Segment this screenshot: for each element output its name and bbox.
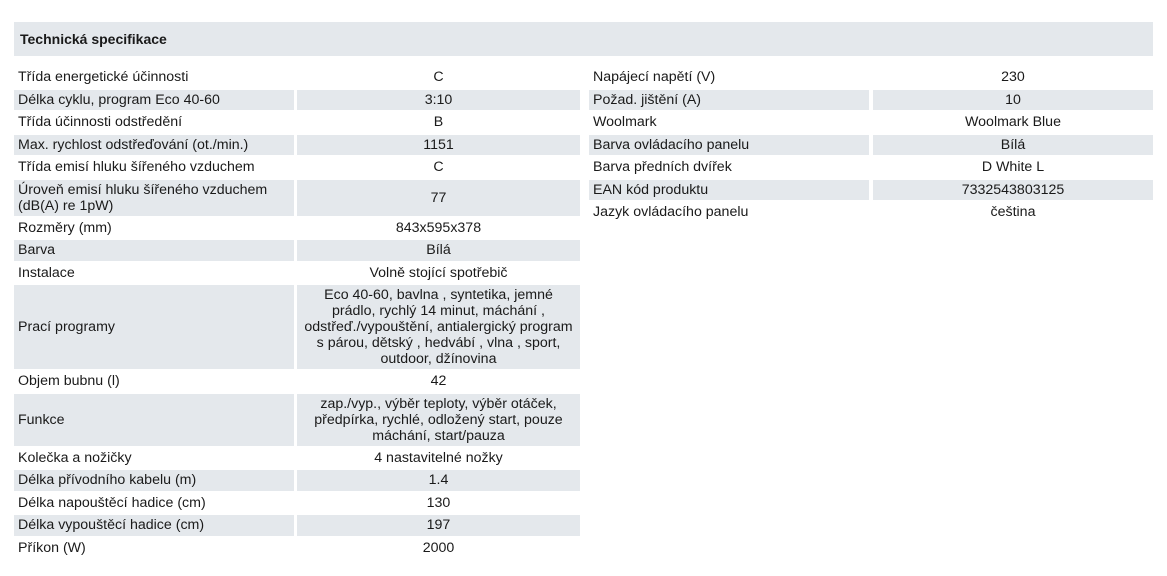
section-header <box>14 22 1153 56</box>
spec-row <box>589 67 1153 88</box>
spec-row <box>14 448 580 469</box>
spec-value: 7332543803125 <box>873 180 1153 201</box>
spec-row <box>589 135 1153 156</box>
spec-label: EAN kód produktu <box>589 180 869 201</box>
spec-label: Funkce <box>14 394 294 446</box>
spec-label: Instalace <box>18 264 75 281</box>
spec-value: 10 <box>873 90 1153 111</box>
section-title: Technická specifikace <box>20 31 167 47</box>
spec-value: 843x595x378 <box>395 219 482 236</box>
spec-label: Délka přívodního kabelu (m) <box>14 470 294 491</box>
spec-value: 1151 <box>297 135 580 156</box>
spec-row <box>14 218 580 239</box>
spec-value: 3:10 <box>297 90 580 111</box>
spec-label: Barva <box>14 240 294 261</box>
spec-label: Barva ovládacího panelu <box>589 135 869 156</box>
spec-label: Třída emisí hluku šířeného vzduchem <box>18 159 255 176</box>
spec-label: Příkon (W) <box>18 539 86 556</box>
spec-value: Woolmark Blue <box>965 114 1061 131</box>
spec-row <box>14 67 580 88</box>
spec-value: čeština <box>990 204 1036 221</box>
spec-row <box>589 90 1153 111</box>
spec-label: Objem bubnu (l) <box>18 373 120 390</box>
spec-value: Bílá <box>297 240 580 261</box>
spec-value: 1.4 <box>297 470 580 491</box>
spec-row <box>14 240 580 261</box>
spec-value: 77 <box>297 180 580 216</box>
spec-value: C <box>433 69 444 86</box>
spec-label: Jazyk ovládacího panelu <box>593 204 749 221</box>
spec-value: 2000 <box>422 539 455 556</box>
spec-label: Délka napouštěcí hadice (cm) <box>18 494 206 511</box>
spec-label: Třída účinnosti odstředění <box>18 114 183 131</box>
spec-row <box>14 285 580 369</box>
spec-label: Woolmark <box>593 114 657 131</box>
spec-label: Třída energetické účinnosti <box>18 69 189 86</box>
spec-label: Prací programy <box>14 285 294 369</box>
spec-value: 197 <box>297 515 580 536</box>
spec-row <box>14 135 580 156</box>
spec-label: Délka vypouštěcí hadice (cm) <box>14 515 294 536</box>
spec-row <box>14 493 580 514</box>
spec-value: D White L <box>981 159 1045 176</box>
spec-row <box>589 157 1153 178</box>
spec-label: Požad. jištění (A) <box>589 90 869 111</box>
spec-label: Délka cyklu, program Eco 40-60 <box>14 90 294 111</box>
spec-value: C <box>433 159 444 176</box>
spec-label: Barva předních dvířek <box>593 159 732 176</box>
right-spec-table <box>589 67 1153 225</box>
spec-row <box>14 112 580 133</box>
spec-row <box>14 538 580 559</box>
spec-row <box>14 180 580 216</box>
spec-row <box>14 90 580 111</box>
spec-row <box>589 112 1153 133</box>
spec-value: B <box>433 114 444 131</box>
spec-value: Bílá <box>873 135 1153 156</box>
spec-value: 130 <box>426 494 451 511</box>
spec-value: 4 nastavitelné nožky <box>374 449 503 466</box>
spec-value: Eco 40-60, bavlna , syntetika, jemné prádlo, rychlý 14 minut, máchání , odstřeď./vypouštění, antialergický program s párou, dětský , hedvábí , vlna , sport, outdoor, džínovina <box>297 285 580 369</box>
spec-label: Napájecí napětí (V) <box>593 69 716 86</box>
spec-label: Úroveň emisí hluku šířeného vzduchem (dB(A) re 1pW) <box>14 180 294 216</box>
spec-row <box>14 371 580 392</box>
spec-row <box>14 394 580 446</box>
spec-row <box>14 157 580 178</box>
spec-label: Kolečka a nožičky <box>18 449 132 466</box>
spec-row <box>14 515 580 536</box>
spec-value: zap./vyp., výběr teploty, výběr otáček, předpírka, rychlé, odložený start, pouze máchání, start/pauza <box>297 394 580 446</box>
spec-label: Rozměry (mm) <box>18 219 112 236</box>
spec-row <box>589 202 1153 223</box>
spec-row <box>14 263 580 284</box>
spec-label: Max. rychlost odstřeďování (ot./min.) <box>14 135 294 156</box>
spec-value: 42 <box>430 373 447 390</box>
spec-value: Volně stojící spotřebič <box>369 264 508 281</box>
left-spec-table <box>14 67 580 560</box>
spec-row <box>14 470 580 491</box>
spec-row <box>589 180 1153 201</box>
spec-value: 230 <box>1001 69 1025 86</box>
